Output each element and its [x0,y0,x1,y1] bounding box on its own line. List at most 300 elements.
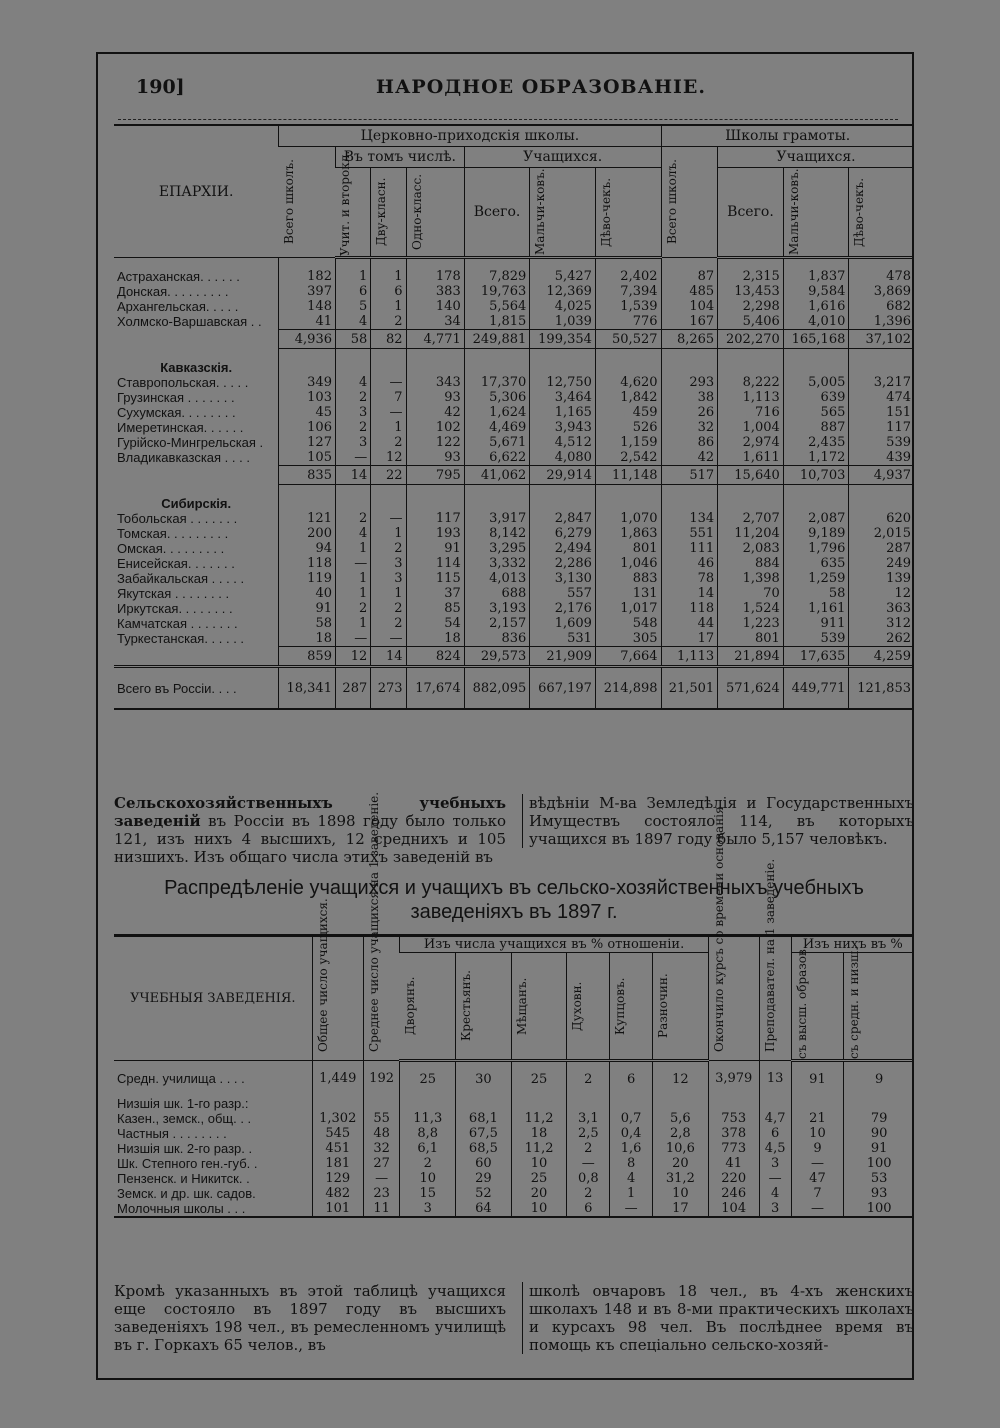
table-cell: 6 [759,1126,791,1141]
col-institutions: УЧЕБНЫЯ ЗАВЕДЕНІЯ. [114,936,312,1061]
table-row [114,1171,914,1186]
grand-total-row [114,667,914,710]
col-nobles: Дворянъ. [402,976,417,1036]
table-cell: 1,796 [783,541,849,556]
table-cell: 5 [335,299,370,314]
table-cell: 3,130 [530,571,596,586]
col-teacher-second: Учит. и второкл. [338,150,353,256]
table-cell: 1 [335,571,370,586]
table-cell: 3,295 [464,541,530,556]
table-cell: 482 [312,1186,363,1201]
table-cell: 100 [844,1201,914,1217]
table-cell: 53 [844,1171,914,1186]
table-cell: 11,204 [718,526,784,541]
table-cell: 3,869 [849,284,914,299]
section-heading: Распредѣленіе учащихся и учащихъ въ сельско-хозяйственныхъ учебныхъ заведеніяхъ въ 1897 г. [164,877,864,923]
empty-cell [114,466,279,485]
subtotal-cell: 249,881 [464,330,530,349]
col-total-2: Всего. [718,168,784,258]
table-cell: 60 [456,1156,512,1171]
subtotal-cell: 14 [335,466,370,485]
table-cell: 3 [759,1156,791,1171]
empty-cell [661,258,718,270]
table-cell: 20 [511,1186,567,1201]
table-cell: 32 [661,420,718,435]
table-cell: 5,564 [464,299,530,314]
row-label: Астраханская. . . . . . [117,269,240,284]
table-cell: 1,259 [783,571,849,586]
subtotal-cell: 58 [335,330,370,349]
page-title: НАРОДНОЕ ОБРАЗОВАНІЕ. [376,76,707,98]
subtotal-cell: 4,771 [406,330,464,349]
table-cell: 17 [661,631,718,647]
table-cell: 122 [406,435,464,450]
table-row [114,299,914,314]
subtotal-cell: 517 [661,466,718,485]
row-label: Туркестанская. . . . . . [117,631,245,647]
table-cell: 3 [335,435,370,450]
table-cell: 54 [406,616,464,631]
table-cell: 13 [759,1061,791,1097]
empty-cell [595,349,661,376]
table-cell: 90 [844,1126,914,1141]
empty-cell [279,485,336,512]
table-cell: 27 [363,1156,400,1171]
table-cell: 3,943 [530,420,596,435]
empty-cell [849,349,914,376]
table-cell: 1,113 [718,390,784,405]
section-title: Кавказскія. [160,360,233,375]
grand-total-cell: 882,095 [464,667,530,710]
empty-cell [400,1096,456,1111]
table-cell: 34 [406,314,464,330]
table-row [114,1061,914,1097]
table-cell: 716 [718,405,784,420]
row-label: Средн. училища . . . . [117,1071,245,1086]
table-cell: 249 [849,556,914,571]
table-cell: — [567,1156,610,1171]
table-cell: 1,449 [312,1061,363,1097]
table-cell: 5,6 [653,1111,709,1126]
table-cell: 5,306 [464,390,530,405]
empty-cell [661,485,718,512]
table-cell: 10 [791,1126,844,1141]
table-cell: 305 [595,631,661,647]
table-cell: 836 [464,631,530,647]
subtotal-cell: 859 [279,647,336,667]
table-cell: 104 [661,299,718,314]
table-cell: 25 [511,1061,567,1097]
table-cell: 20 [653,1156,709,1171]
row-label: Сухумская. . . . . . . . [117,405,236,420]
col-peasants: Крестьянъ. [459,970,474,1042]
col-eparchies: ЕПАРХІИ. [114,125,279,258]
table-cell: 58 [279,616,336,631]
table-cell: 106 [279,420,336,435]
table-cell: 2,157 [464,616,530,631]
table-cell: 151 [849,405,914,420]
table-cell: 1,616 [783,299,849,314]
table-cell: 2,8 [653,1126,709,1141]
table-cell: 117 [849,420,914,435]
table-cell: 2 [335,511,370,526]
table-cell: 397 [279,284,336,299]
row-label: Омская. . . . . . . . . [117,541,225,556]
table-cell: 4,025 [530,299,596,314]
table-cell: 2,707 [718,511,784,526]
table-cell: 887 [783,420,849,435]
subtotal-cell: 7,664 [595,647,661,667]
header-rule [118,109,898,120]
table-row [114,601,914,616]
empty-cell [464,258,530,270]
table-row [114,1111,914,1126]
col-raznochin: Разночин. [656,973,671,1039]
table-cell: 2 [567,1186,610,1201]
table-row [114,586,914,601]
col-townsmen: Мѣщанъ. [514,977,529,1035]
table-cell: 25 [511,1171,567,1186]
row-label: Архангельская. . . . . [117,299,239,314]
subtotal-row [114,330,914,349]
table-cell: 0,4 [610,1126,653,1141]
table-row [114,556,914,571]
empty-cell [849,258,914,270]
row-label: Забайкальская . . . . . [117,571,245,586]
table-cell: 1,539 [595,299,661,314]
empty-cell [335,485,370,512]
grand-total-cell: 21,501 [661,667,718,710]
table-cell: 134 [661,511,718,526]
row-label: Холмско-Варшавская . . [117,314,262,330]
table-cell: 6 [335,284,370,299]
table-cell: 91 [844,1141,914,1156]
table-cell: — [335,450,370,466]
table-cell: 1,302 [312,1111,363,1126]
subtotal-cell: 835 [279,466,336,485]
table-cell: 78 [661,571,718,586]
subtotal-cell: 29,914 [530,466,596,485]
empty-cell [114,647,279,667]
table-cell: 7,829 [464,269,530,284]
table-row [114,1201,914,1217]
table-cell: 9 [844,1061,914,1097]
empty-cell [406,485,464,512]
table-cell: 11,2 [511,1111,567,1126]
empty-cell [718,485,784,512]
grand-total-cell: 571,624 [718,667,784,710]
table-cell: 104 [708,1201,759,1217]
table-cell: — [371,405,406,420]
table-cell: 2,298 [718,299,784,314]
row-label: Шк. Степного ген.-губ. . [117,1156,258,1171]
table-cell: 1 [335,541,370,556]
grand-total-cell: 18,341 [279,667,336,710]
table-cell: 4,5 [759,1141,791,1156]
table-row [114,390,914,405]
subtotal-cell: 50,527 [595,330,661,349]
table-cell: 526 [595,420,661,435]
table-cell: 15 [400,1186,456,1201]
table-cell: 93 [844,1186,914,1201]
table-cell: 2 [335,390,370,405]
group-pupils-2: Учащихся. [718,147,914,168]
table-cell: 2,315 [718,269,784,284]
empty-cell [530,258,596,270]
table-cell: 178 [406,269,464,284]
empty-cell [406,258,464,270]
table-cell: 58 [783,586,849,601]
subtotal-cell: 165,168 [783,330,849,349]
table-cell: 545 [312,1126,363,1141]
table-cell: 0,8 [567,1171,610,1186]
table-cell: 2 [371,616,406,631]
table-cell: 121 [279,511,336,526]
empty-cell [653,1096,709,1111]
table-cell: 79 [844,1111,914,1126]
empty-cell [371,349,406,376]
table-cell: 42 [661,450,718,466]
table-cell: 1,842 [595,390,661,405]
table-cell: 293 [661,375,718,390]
col-merchants: Купцовъ. [613,977,628,1035]
table-cell: 639 [783,390,849,405]
subtotal-row [114,466,914,485]
table-cell: 1,396 [849,314,914,330]
table-cell: 4 [610,1171,653,1186]
table-cell: 4 [335,314,370,330]
table-cell: 4,7 [759,1111,791,1126]
table-cell: 439 [849,450,914,466]
table-cell: 55 [363,1111,400,1126]
table-cell: 1 [371,420,406,435]
table-cell: 25 [400,1061,456,1097]
table-cell: 118 [279,556,336,571]
table-cell: 1,863 [595,526,661,541]
grand-total-cell: 121,853 [849,667,914,710]
paragraph-lead: Сельскохозяйственныхъ учебныхъ заведеній [114,794,506,830]
table-cell: 776 [595,314,661,330]
grand-total-cell: 214,898 [595,667,661,710]
subheader-label: Низшія шк. 1-го разр.: [117,1096,249,1111]
empty-cell [371,485,406,512]
subtotal-cell: 41,062 [464,466,530,485]
empty-cell [312,1096,363,1111]
table-cell: 46 [661,556,718,571]
grand-total-cell: 17,674 [406,667,464,710]
table-cell: 262 [849,631,914,647]
table-cell: 551 [661,526,718,541]
empty-cell [595,485,661,512]
table-cell: 2 [567,1141,610,1156]
table-row [114,511,914,526]
empty-cell [718,258,784,270]
table-cell: 86 [661,435,718,450]
table-cell: 85 [406,601,464,616]
table-cell: 2 [567,1061,610,1097]
empty-cell [567,1096,610,1111]
table-cell: 100 [844,1156,914,1171]
table-cell: 111 [661,541,718,556]
table-cell: 3 [371,571,406,586]
table-cell: 539 [783,631,849,647]
table-cell: 11,3 [400,1111,456,1126]
table-row [114,631,914,647]
table-cell: 93 [406,450,464,466]
subtotal-cell: 29,573 [464,647,530,667]
empty-cell [279,349,336,376]
table-cell: 3,217 [849,375,914,390]
table-cell: 1,070 [595,511,661,526]
table-cell: 2,542 [595,450,661,466]
table-cell: 67,5 [456,1126,512,1141]
table-cell: 1,609 [530,616,596,631]
table-cell: 2 [371,541,406,556]
group-parish-schools: Церковно-приходскія школы. [279,125,661,147]
row-label: Молочныя школы . . . [114,1201,312,1217]
table-cell: 5,671 [464,435,530,450]
table-cell: 1 [610,1186,653,1201]
table-cell: 7 [791,1186,844,1201]
row-label: Казен., земск., общ. . . [117,1111,252,1126]
agri-table-body [114,1061,914,1218]
table-cell: 2 [335,601,370,616]
table-cell: 801 [718,631,784,647]
table-cell: 1,524 [718,601,784,616]
empty-cell [849,485,914,512]
subtotal-cell: 82 [371,330,406,349]
table-cell: 129 [312,1171,363,1186]
table-cell: 3,979 [708,1061,759,1097]
row-label: Частныя . . . . . . . . [117,1126,227,1141]
table-cell: 105 [279,450,336,466]
table-cell: 4,620 [595,375,661,390]
table-row [114,1186,914,1201]
table-cell: 2,015 [849,526,914,541]
section-title-row [114,485,914,512]
table-cell: 3,464 [530,390,596,405]
empty-cell [783,258,849,270]
table-cell: 10 [653,1186,709,1201]
table-cell: 2,402 [595,269,661,284]
table-cell: 3,1 [567,1111,610,1126]
table-cell: 474 [849,390,914,405]
table-cell: 47 [791,1171,844,1186]
subtotal-cell: 11,148 [595,466,661,485]
subtotal-cell: 14 [371,647,406,667]
table-cell: 4,013 [464,571,530,586]
col-clergy: Духовн. [570,981,585,1031]
table-cell: 4 [335,526,370,541]
table-cell: 181 [312,1156,363,1171]
table-row [114,435,914,450]
table-cell: 91 [279,601,336,616]
subtotal-cell: 4,259 [849,647,914,667]
table-cell: 18 [406,631,464,647]
grand-total-cell: 449,771 [783,667,849,710]
table-cell: 220 [708,1171,759,1186]
table-cell: 10 [511,1201,567,1217]
table-row [114,1126,914,1141]
group-literacy-schools: Школы грамоты. [661,125,914,147]
table-cell: 8,8 [400,1126,456,1141]
empty-cell [708,1096,759,1111]
table-cell: 3 [371,556,406,571]
col-teachers: Преподавател. на 1 заведеніе. [762,858,777,1052]
empty-cell [456,1096,512,1111]
table-cell: 3 [400,1201,456,1217]
table-cell: — [791,1201,844,1217]
empty-cell [530,349,596,376]
table-cell: 12,369 [530,284,596,299]
table-cell: 140 [406,299,464,314]
table-cell: 2,435 [783,435,849,450]
table-cell: — [335,556,370,571]
table-cell: 31,2 [653,1171,709,1186]
table-cell: 2,176 [530,601,596,616]
table-cell: 115 [406,571,464,586]
table-cell: 1,161 [783,601,849,616]
empty-cell [595,258,661,270]
table-cell: 883 [595,571,661,586]
col-higher-edu: съ высш. образов. [794,945,809,1059]
table-cell: 1 [335,269,370,284]
table-cell: 42 [406,405,464,420]
table-row [114,571,914,586]
subtotal-cell: 824 [406,647,464,667]
table-cell: 19,763 [464,284,530,299]
table-cell: 41 [708,1156,759,1171]
table-cell: 6,1 [400,1141,456,1156]
subtotal-cell: 12 [335,647,370,667]
paragraph-additional-cont: школѣ овчаровъ 18 чел., въ 4-хъ женскихъ школахъ 148 и въ 8-ми практическихъ школахъ и курсахъ 98 чел. Въ послѣднее время въ помощь къ спеціально сельско-хозяй- [522,1282,914,1354]
empty-cell [530,485,596,512]
group-percent: Изъ числа учащихся въ % отношеніи. [400,936,708,953]
table-cell: 2 [371,314,406,330]
table-cell: 23 [363,1186,400,1201]
table-cell: 0,7 [610,1111,653,1126]
col-two-class: Дву-класн. [374,177,389,247]
table-cell: 3,332 [464,556,530,571]
row-label: Камчатская . . . . . . . [117,616,238,631]
table-cell: 37 [406,586,464,601]
eparchy-table-body [114,258,914,710]
table-cell: 5,406 [718,314,784,330]
table-row [114,1156,914,1171]
empty-cell [335,349,370,376]
table-cell: 12 [849,586,914,601]
table-cell: 87 [661,269,718,284]
table-cell: 2,286 [530,556,596,571]
empty-cell [718,349,784,376]
grand-total-label: Всего въ Россіи. . . . [114,667,279,710]
table-cell: 12 [653,1061,709,1097]
table-cell: 2,494 [530,541,596,556]
table-cell: 102 [406,420,464,435]
subtotal-cell: 1,113 [661,647,718,667]
table-cell: 6,279 [530,526,596,541]
table-cell: 32 [363,1141,400,1156]
table-cell: 18 [279,631,336,647]
table-cell: 12 [371,450,406,466]
table-cell: 343 [406,375,464,390]
table-cell: 2 [335,420,370,435]
table-cell: 8 [610,1156,653,1171]
table-cell: 1,398 [718,571,784,586]
table-cell: 21 [791,1111,844,1126]
group-in-number: Въ томъ числѣ. [335,147,464,168]
table-cell: 40 [279,586,336,601]
